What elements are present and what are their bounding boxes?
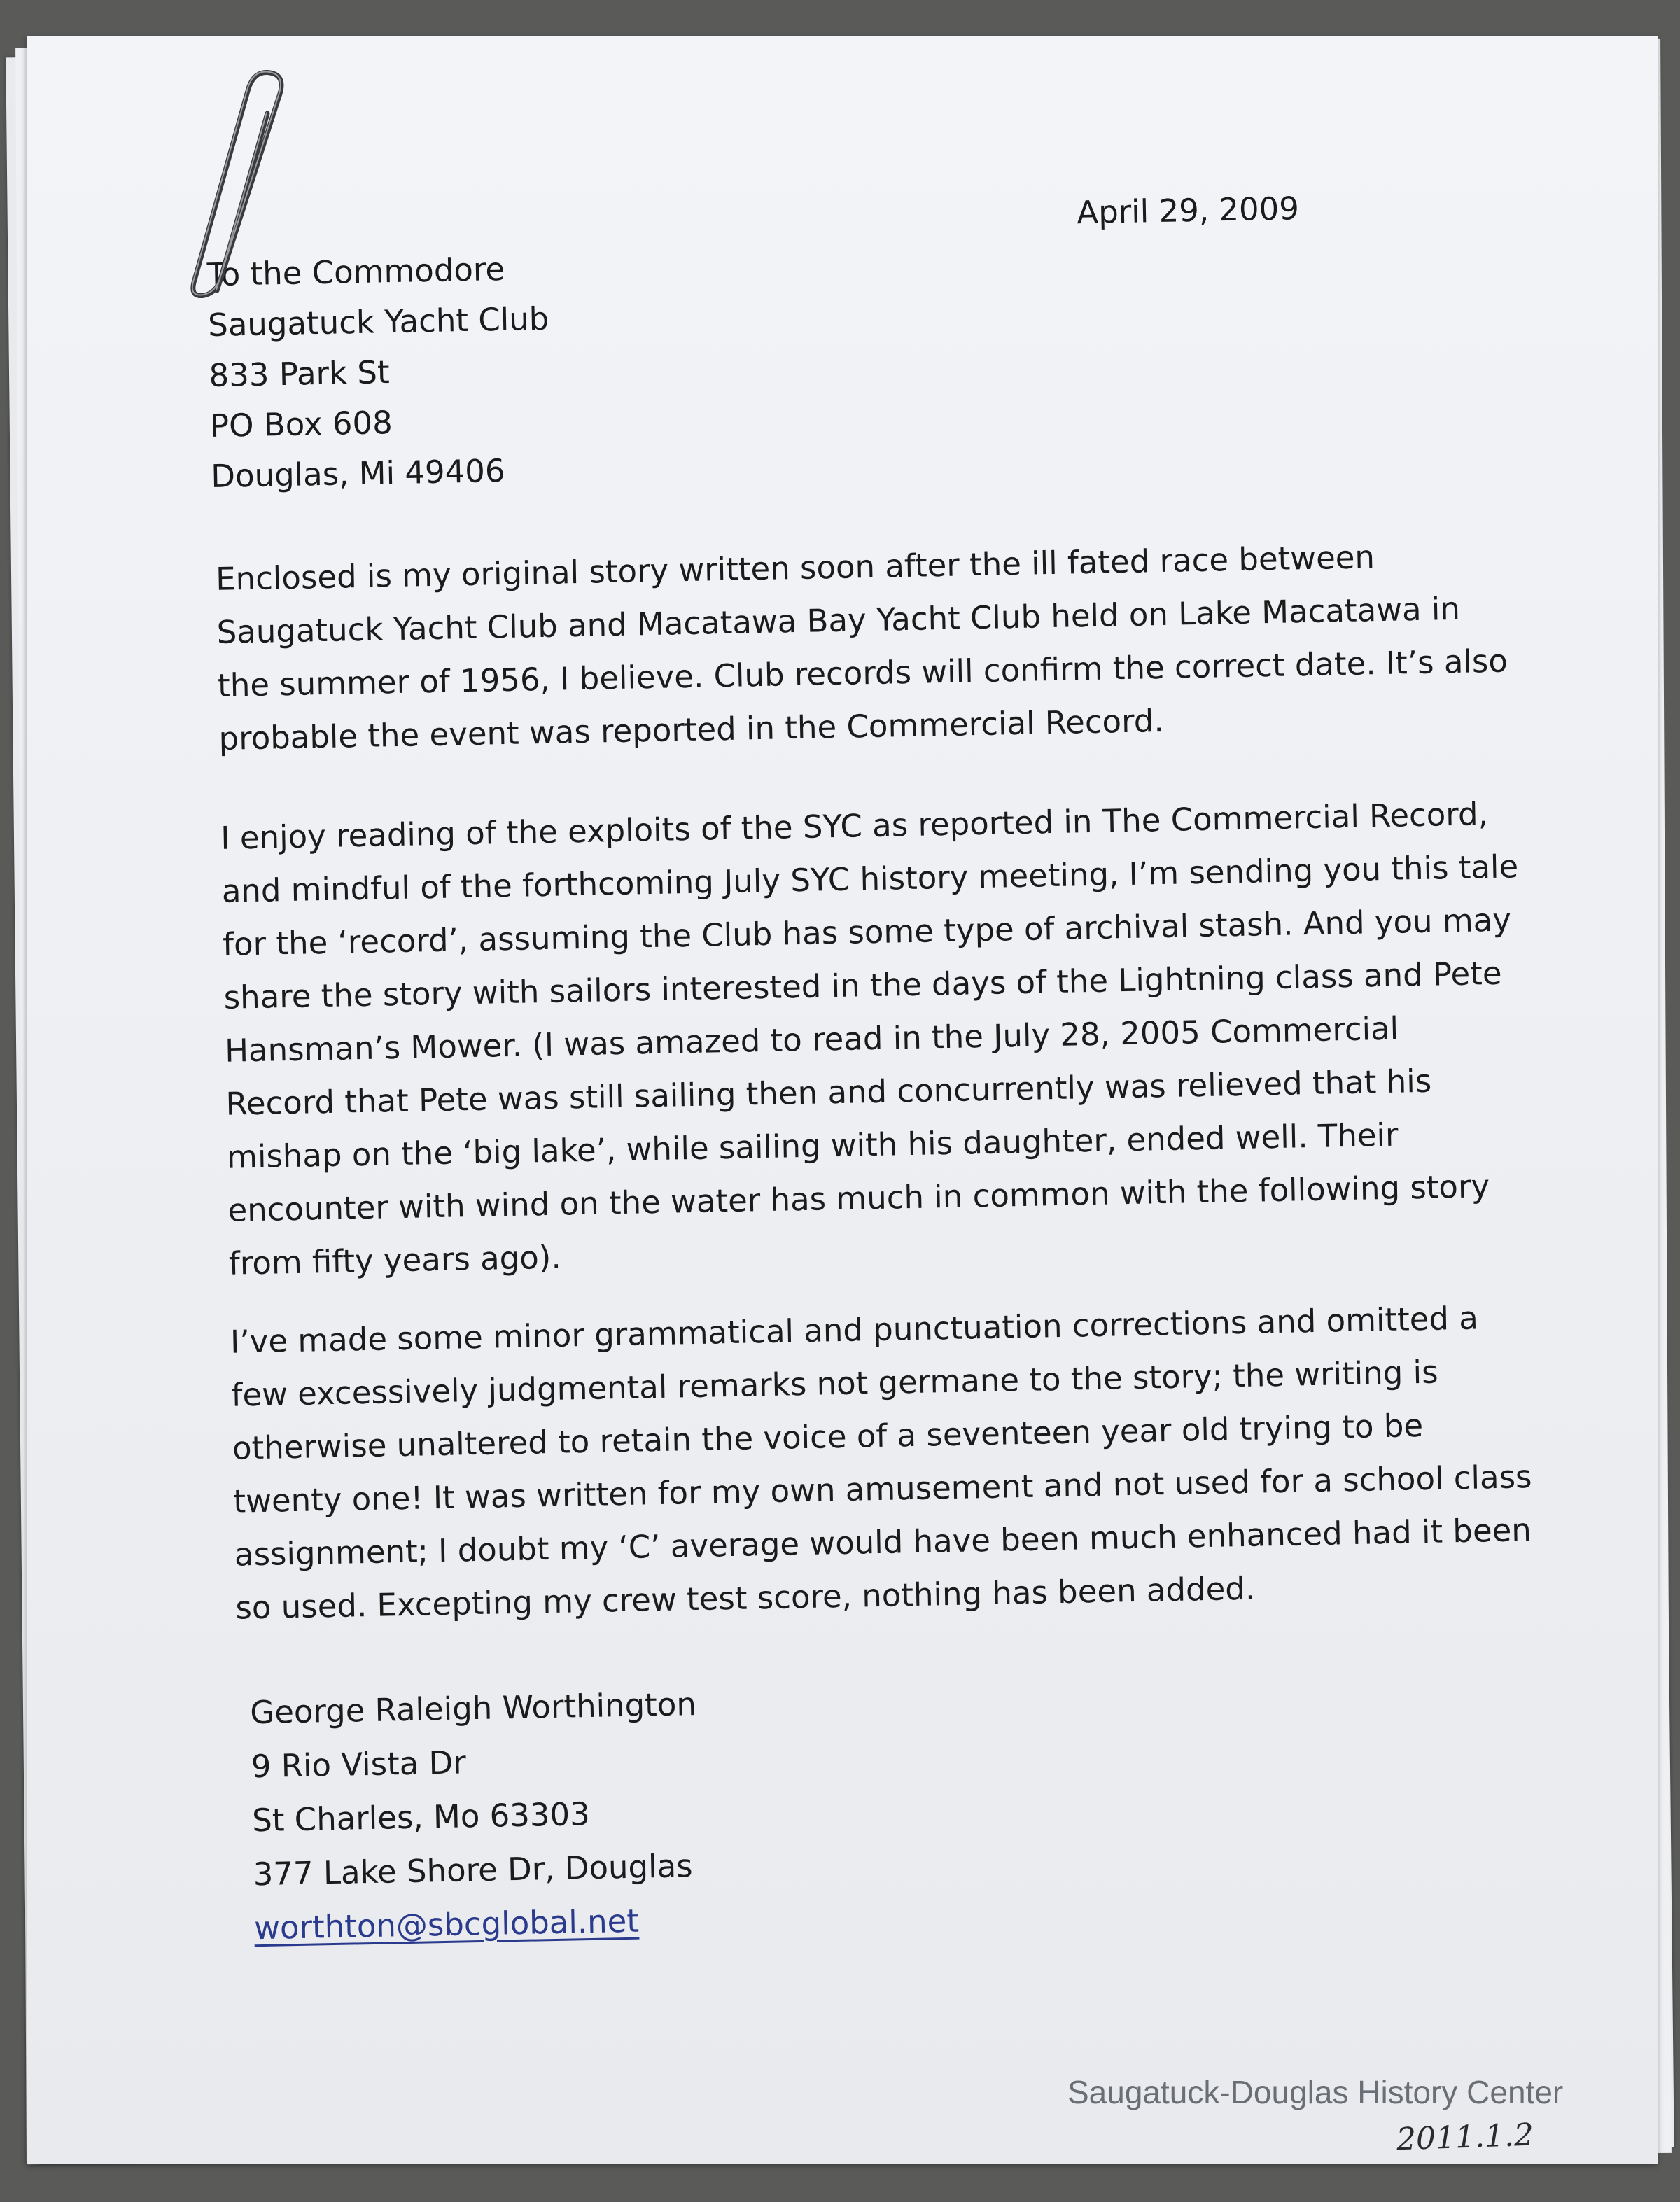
recipient-line: Douglas, Mi 49406	[210, 451, 506, 496]
paragraph-line: I enjoy reading of the exploits of the SYC as reported in The Commercial Record,	[220, 795, 1489, 857]
archive-stamp: Saugatuck-Douglas History Center	[1068, 2074, 1564, 2110]
paragraph-1	[215, 528, 1508, 766]
signature-block	[250, 1678, 701, 1956]
paragraph-line: encounter with wind on the water has much in common with the following story	[227, 1167, 1490, 1229]
paragraph-line: few excessively judgmental remarks not germane to the story; the writing is	[231, 1353, 1439, 1414]
paragraph-line: so used. Excepting my crew test score, nothing has been added.	[234, 1569, 1256, 1627]
paragraph-line: and mindful of the forthcoming July SYC history meeting, I’m sending you this tale	[221, 848, 1519, 910]
paragraph-line: Enclosed is my original story written soon after the ill fated race between	[215, 538, 1376, 598]
paragraph-line: the summer of 1956, I believe. Club records will confirm the correct date. It’s also	[217, 642, 1508, 704]
letter-date: April 29, 2009	[1076, 190, 1300, 232]
signature-address-line: St Charles, Mo 63303	[251, 1795, 591, 1839]
paragraph-line: twenty one! It was written for my own amusement and not used for a school class	[233, 1458, 1532, 1520]
recipient-line: Saugatuck Yacht Club	[207, 300, 550, 344]
paragraph-line: for the ‘record’, assuming the Club has some type of archival stash. And you may	[222, 901, 1512, 963]
paragraph-3	[230, 1291, 1532, 1635]
recipient-line: To the Commodore	[206, 250, 505, 294]
paperclip-icon	[181, 70, 300, 301]
signature-address-line: 377 Lake Shore Dr, Douglas	[253, 1847, 694, 1893]
paragraph-line: otherwise unaltered to retain the voice of a seventeen year old trying to be	[232, 1407, 1424, 1467]
paragraph-line: mishap on the ‘big lake’, while sailing with his daughter, ended well. Their	[226, 1116, 1399, 1176]
recipient-line: 833 Park St	[209, 353, 391, 395]
paragraph-line: Record that Pete was still sailing then and concurrently was relieved that his	[225, 1062, 1432, 1123]
recipient-line: PO Box 608	[209, 404, 393, 445]
paragraph-2	[220, 787, 1519, 1291]
paragraph-line: I’ve made some minor grammatical and punctuation corrections and omitted a	[230, 1299, 1479, 1361]
paragraph-line: Saugatuck Yacht Club and Macatawa Bay Yacht Club held on Lake Macatawa in	[216, 589, 1461, 651]
signature-address-line: 9 Rio Vista Dr	[251, 1744, 467, 1786]
paragraph-line: Hansman’s Mower. (I was amazed to read in the July 28, 2005 Commercial	[224, 1009, 1399, 1070]
signature-name: George Raleigh Worthington	[249, 1685, 697, 1732]
paragraph-line: from fifty years ago).	[228, 1238, 562, 1282]
paragraph-line: share the story with sailors interested in the days of the Lightning class and Pete	[223, 954, 1502, 1016]
paragraph-line: assignment; I doubt my ‘C’ average would have been much enhanced had it been	[234, 1511, 1532, 1573]
paragraph-line: probable the event was reported in the Commercial Record.	[218, 701, 1165, 757]
accession-number: 2011.1.2	[1396, 2117, 1534, 2158]
email-link[interactable]: worthton@sbcglobal.net	[253, 1902, 640, 1947]
